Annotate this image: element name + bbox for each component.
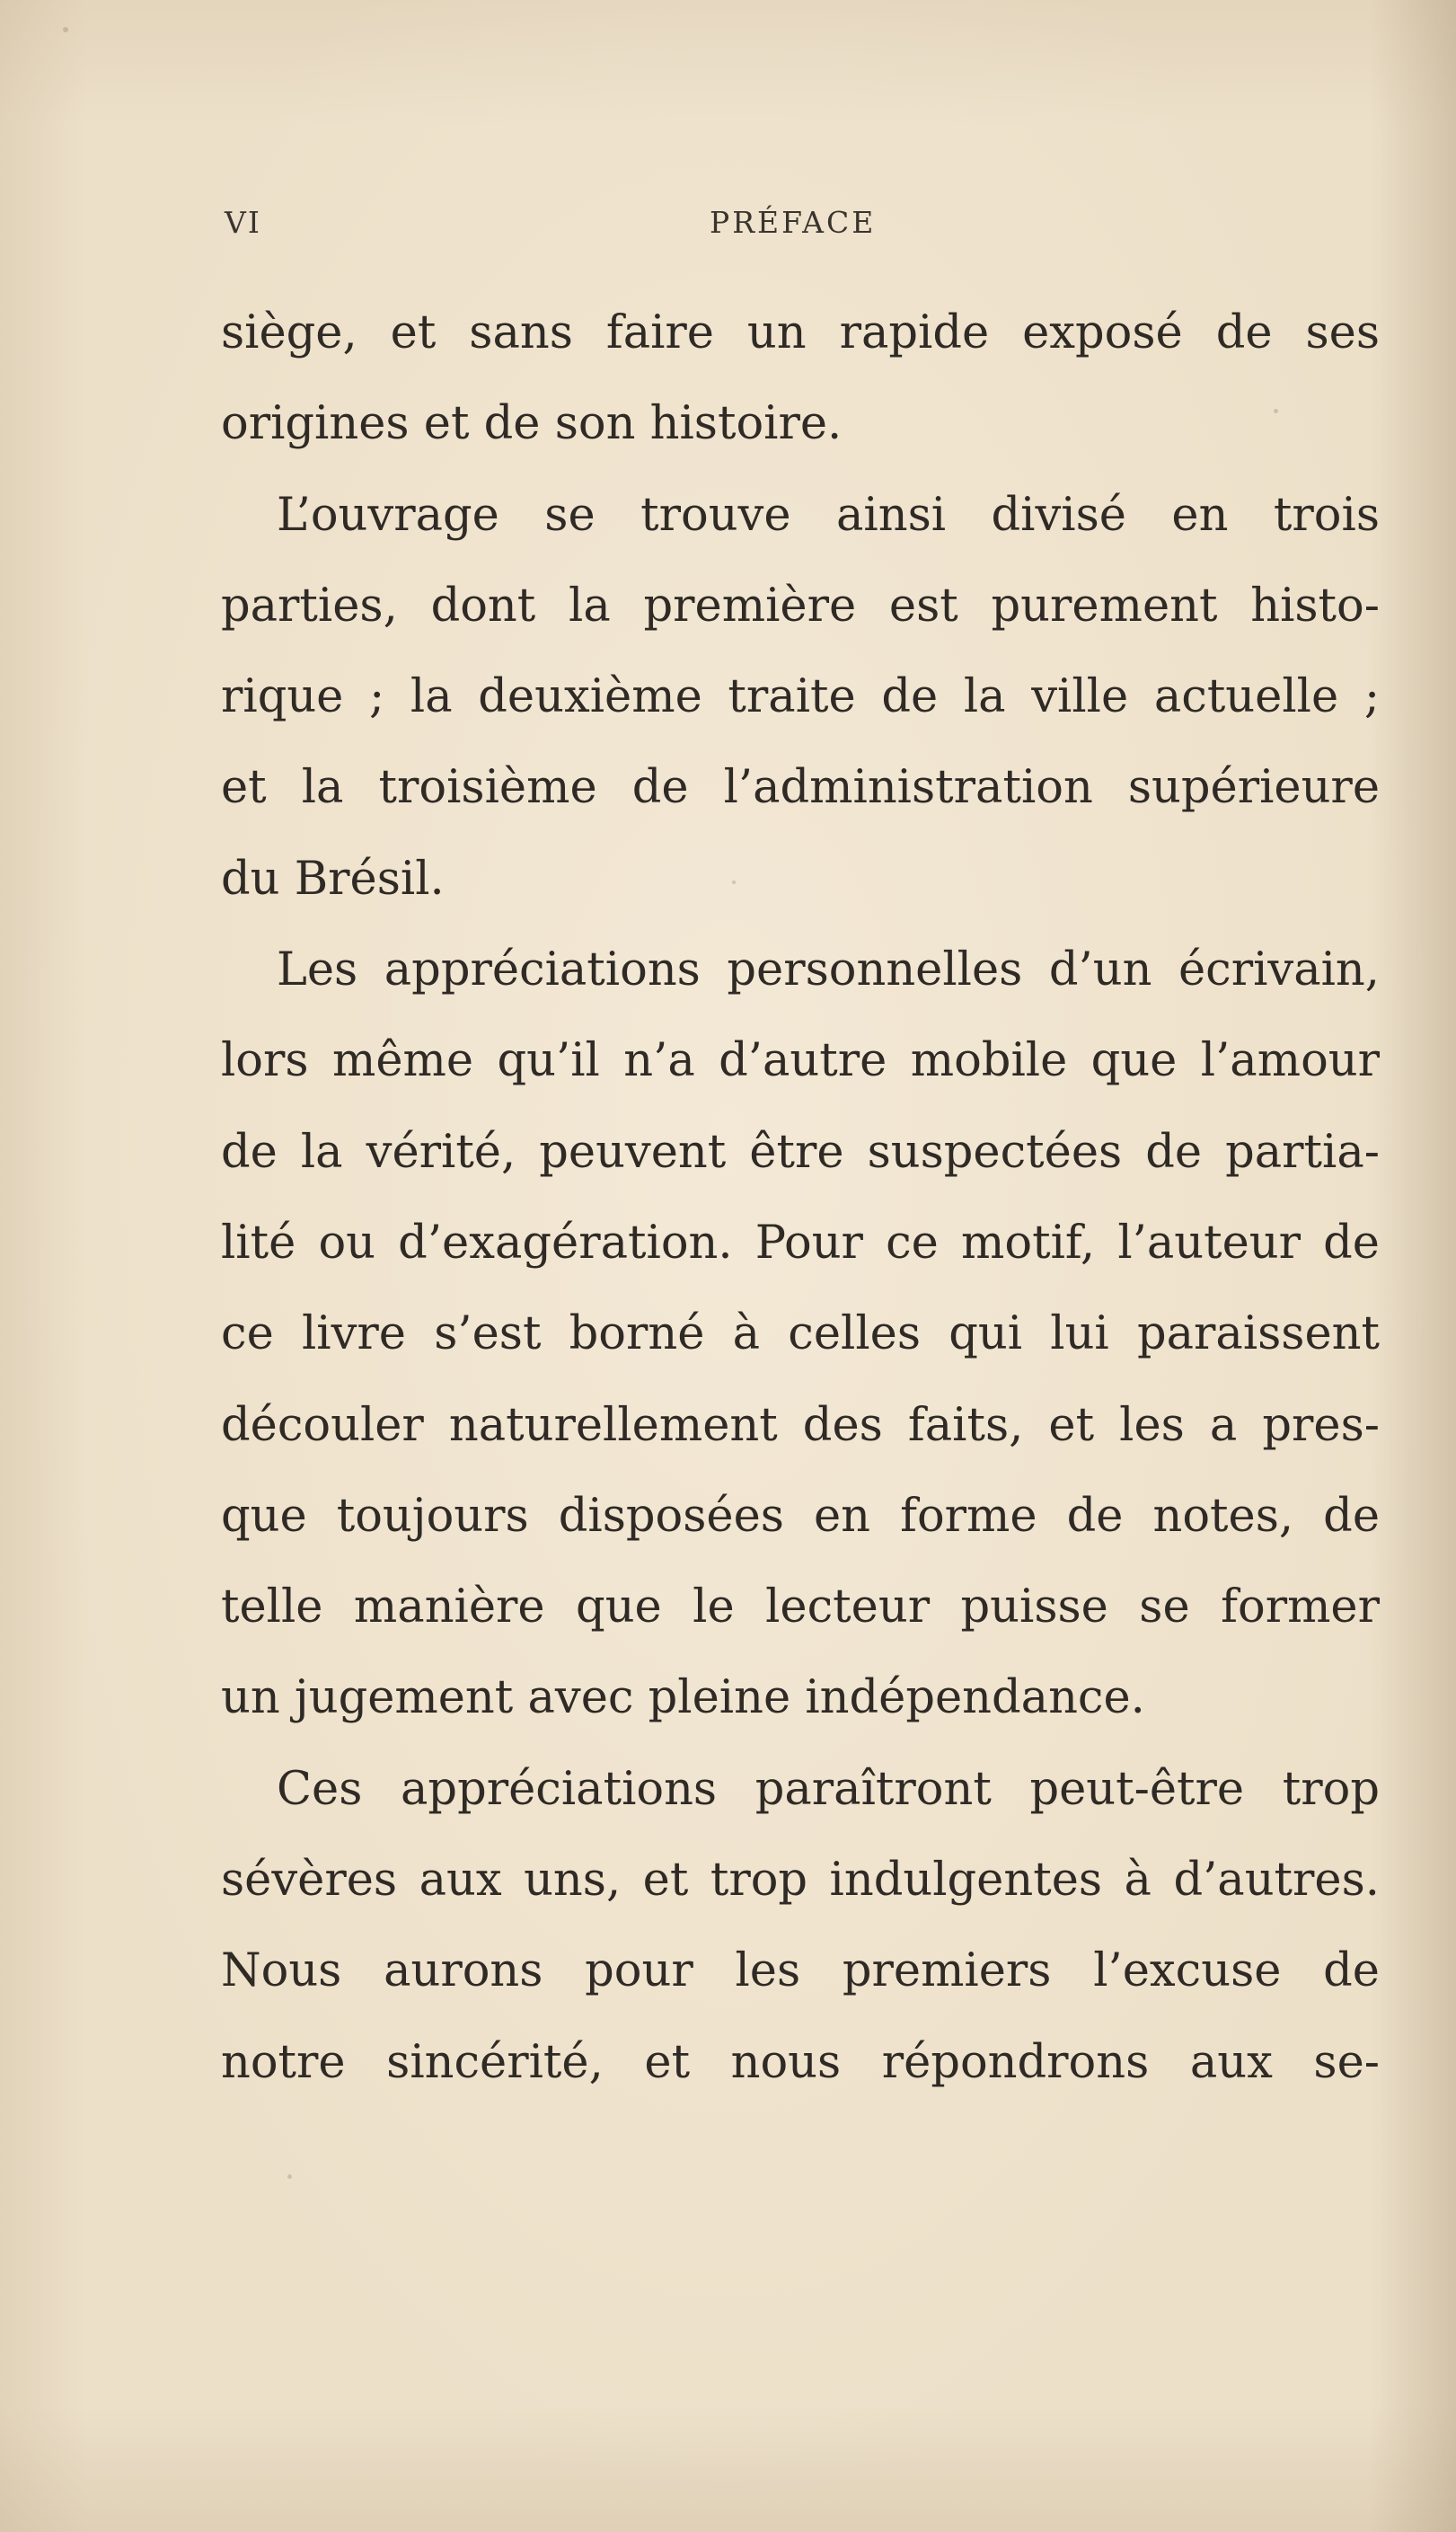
text-line: ce livre s’est borné à celles qui lui paraissent: [221, 1307, 1380, 1361]
text-line: L’ouvrage se trouve ainsi divisé en trois: [277, 488, 1380, 542]
body-text: [221, 288, 1380, 2108]
paper-spot: [287, 2174, 292, 2179]
text-line: lité ou d’exagération. Pour ce motif, l’auteur de: [221, 1216, 1380, 1270]
page-header: [0, 205, 1456, 250]
text-line: et la troisième de l’administration supérieure: [221, 761, 1380, 815]
text-line: telle manière que le lecteur puisse se former: [221, 1580, 1380, 1634]
text-line: lors même qu’il n’a d’autre mobile que l’amour: [221, 1034, 1380, 1088]
text-line: du Brésil.: [221, 852, 445, 906]
text-line: origines et de son histoire.: [221, 397, 843, 451]
text-line: notre sincérité, et nous répondrons aux se-: [221, 2035, 1380, 2089]
text-line: sévères aux uns, et trop indulgentes à d’autres.: [221, 1854, 1380, 1908]
text-line: découler naturellement des faits, et les a pres-: [221, 1398, 1380, 1452]
text-line: Ces appréciations paraîtront peut-être trop: [277, 1762, 1380, 1816]
text-line: que toujours disposées en forme de notes, de: [221, 1489, 1380, 1543]
text-line: Nous aurons pour les premiers l’excuse de: [221, 1944, 1380, 1998]
page-number: VI: [225, 205, 261, 240]
text-line: de la vérité, peuvent être suspectées de partia-: [221, 1125, 1380, 1179]
running-title: PRÉFACE: [710, 205, 877, 240]
paper-spot: [63, 27, 68, 32]
text-line: siège, et sans faire un rapide exposé de ses: [221, 306, 1380, 359]
text-line: rique ; la deuxième traite de la ville actuelle ;: [221, 670, 1380, 724]
text-line: un jugement avec pleine indépendance.: [221, 1671, 1145, 1725]
text-line: parties, dont la première est purement histo-: [221, 579, 1380, 633]
text-line: Les appréciations personnelles d’un écrivain,: [277, 943, 1380, 997]
